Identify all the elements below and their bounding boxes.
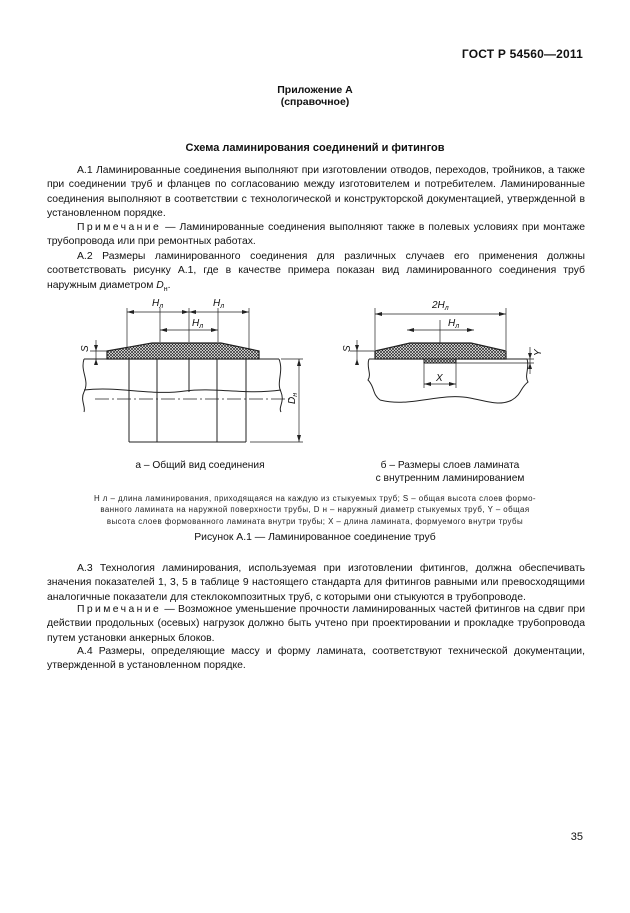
note-1-label: Примечание — [77, 222, 162, 233]
standard-header: ГОСТ Р 54560—2011 — [461, 47, 583, 61]
note-2-text: — Возможное уменьшение прочности ламинированных частей фитингов на сдвиг при действии продольных (осевых) нагрузок должно быть учтено при проектировании и прокладке трубопровода путем установки анкерных блоков. — [47, 604, 585, 644]
laminate-wrap-b — [375, 343, 506, 359]
annex-note: (справочное) — [280, 96, 350, 108]
label-s-b: S — [342, 345, 353, 352]
label-hl-a2: $H_л$ — [213, 298, 225, 310]
note-2 — [47, 603, 585, 646]
paragraph-a4: А.4 Размеры, определяющие массу и форму ламината, соответствуют технической документации, утвержденной в установленном порядке. — [47, 646, 585, 672]
break-curve-b — [380, 397, 512, 403]
laminate-wrap-a — [107, 343, 259, 359]
label-y: Y — [533, 349, 544, 356]
figure-a1 — [0, 292, 630, 482]
inner-laminate-b — [424, 359, 456, 363]
break-curve-a — [84, 389, 281, 392]
label-2hl: $2H_л$ — [432, 300, 449, 312]
figure-title: Рисунок А.1 — Ламинированное соединение труб — [194, 532, 436, 543]
label-hl-a3: $H_л$ — [192, 318, 204, 330]
note-2-label: Примечание — [77, 604, 162, 615]
label-hl-a1: $H_л$ — [152, 298, 164, 310]
section-title: Схема ламинирования соединений и фитингов — [185, 142, 445, 154]
view-b-labels — [342, 300, 544, 384]
view-b-drawing — [350, 308, 534, 403]
page-number: 35 — [570, 831, 583, 843]
note-1 — [47, 221, 585, 250]
label-x: X — [436, 373, 443, 384]
paragraph-a2: А.2 Размеры ламинированного соединения для различных случаев его применения должны соответствовать рисунку А.1, где в качестве примера показан вид ламинированного соединения труб наружным диаметром $D_н$. — [47, 251, 585, 293]
break-line-left-b — [368, 359, 380, 400]
caption-view-b: б – Размеры слоев ламината с внутренним ламинированием — [375, 460, 525, 484]
annex-heading — [0, 84, 630, 108]
figure-legend: H л – длина ламинирования, приходящаяся на каждую из стыкуемых труб; S – общая высота слоев формо- ванного ламината на наружной поверхности трубы, D н – наружный диаметр стыкуемых труб, Y – общая высота слоев формованного ламината внутри трубы; X – длина ламината, формуемого внутри трубы — [93, 494, 536, 526]
label-hl-b: $H_л$ — [448, 318, 460, 330]
paragraph-a3: А.3 Технология ламинирования, используемая при изготовлении фитингов, должна обеспечивать значения показателей 1, 3, 5 в таблице 9 настоящего стандарта для фитингов равными или превосходящими аналогичные показатели для стеклокомпозитных труб, с которыми они стыкуются в трубопроводе. — [47, 563, 585, 603]
label-s-a: S — [80, 345, 91, 352]
break-line-left-a — [83, 359, 86, 412]
break-line-right-b — [512, 359, 528, 400]
caption-view-a: а – Общий вид соединения — [135, 460, 265, 471]
note-1-text: — Ламинированные соединения выполняют также в полевых условиях при монтаже трубопровода или при ремонтных работах. — [47, 222, 585, 248]
break-line-right-a — [279, 359, 282, 412]
paragraph-a1: А.1 Ламинированные соединения выполняют при изготовлении отводов, переходов, тройников, а также при соединении труб и фланцев по согласованию между изготовителем и потребителем. Ламинированные соединения выполняют в соответствии с технологической и конструкторской документацией, утвержденной в установленном порядке. — [47, 165, 585, 219]
label-dn: $D_н$ — [287, 392, 299, 404]
annex-title: Приложение А — [277, 84, 353, 96]
